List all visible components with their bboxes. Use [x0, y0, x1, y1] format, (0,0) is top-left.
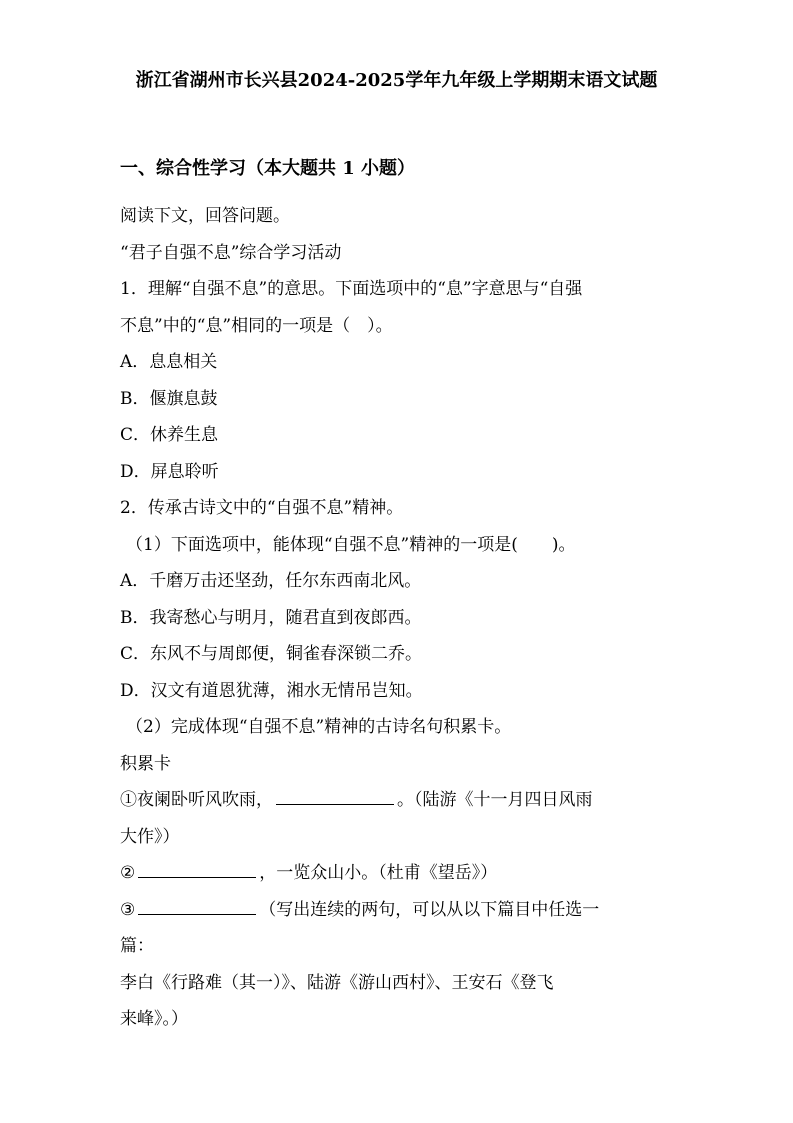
card-item-1-suffix: 。（陆游《十一月四日风雨 [397, 790, 593, 810]
q2-sub1-option-c: C．东风不与周郎便，铜雀春深锁二乔。 [120, 644, 423, 664]
answer-blank-3[interactable] [138, 894, 256, 915]
q2-sub1-option-b: B．我寄愁心与明月，随君直到夜郎西。 [120, 607, 422, 628]
card-item-2 [120, 855, 665, 892]
card-item-2-suffix: ，一览众山小。（杜甫《望岳》） [259, 863, 498, 883]
q1-stem-line1: 1．理解“自强不息”的意思。下面选项中的“息”字意思与“自强 [120, 279, 583, 299]
q1-option-b: B．偃旗息鼓 [120, 388, 218, 409]
card-item-3-suffix: （写出连续的两句，可以从以下篇目中任选一 [259, 899, 600, 920]
q2-sub2-stem: （2）完成体现“自强不息”精神的古诗名句积累卡。 [126, 717, 512, 737]
q2-sub1-option-d: D．汉文有道恩犹薄，湘水无情吊岂知。 [120, 680, 423, 701]
card-item-3 [120, 892, 665, 929]
q2-stem: 2．传承古诗文中的“自强不息”精神。 [120, 498, 404, 518]
intro-text: 阅读下文，回答问题。 [120, 206, 290, 226]
question-body [120, 198, 665, 1038]
section-heading: 一、综合性学习（本大题共 1 小题） [120, 158, 416, 179]
card-item-2-prefix: ② [120, 863, 136, 883]
card-item-3-cont: 篇： [120, 936, 154, 956]
document-title: 浙江省湖州市长兴县2024-2025学年九年级上学期期末语文试题 [135, 70, 658, 91]
q1-option-d: D．屏息聆听 [120, 461, 219, 482]
answer-blank-1[interactable] [276, 784, 394, 805]
card-item-1 [120, 782, 665, 819]
card-item-1-cont: 大作》） [120, 826, 180, 847]
q1-stem-line2: 不息”中的“息”相同的一项是（ ）。 [120, 315, 393, 336]
card-item-3-sources-line2: 来峰》。） [120, 1009, 188, 1029]
q1-option-c: C．休养生息 [120, 425, 219, 445]
card-item-3-prefix: ③ [120, 899, 136, 920]
q1-option-a: A．息息相关 [120, 352, 218, 372]
card-item-3-sources-line1: 李白《行路难（其一）》、陆游《游山西村》、王安石《登飞 [120, 972, 554, 993]
activity-title: “君子自强不息”综合学习活动 [120, 242, 342, 263]
card-item-1-prefix: ①夜阑卧听风吹雨， [120, 790, 273, 810]
answer-blank-2[interactable] [138, 857, 256, 878]
q2-sub1-option-a: A．千磨万击还坚劲，任尔东西南北风。 [120, 571, 422, 591]
q2-sub1-stem: （1）下面选项中，能体现“自强不息”精神的一项是( )。 [126, 534, 576, 555]
card-label: 积累卡 [120, 753, 171, 774]
